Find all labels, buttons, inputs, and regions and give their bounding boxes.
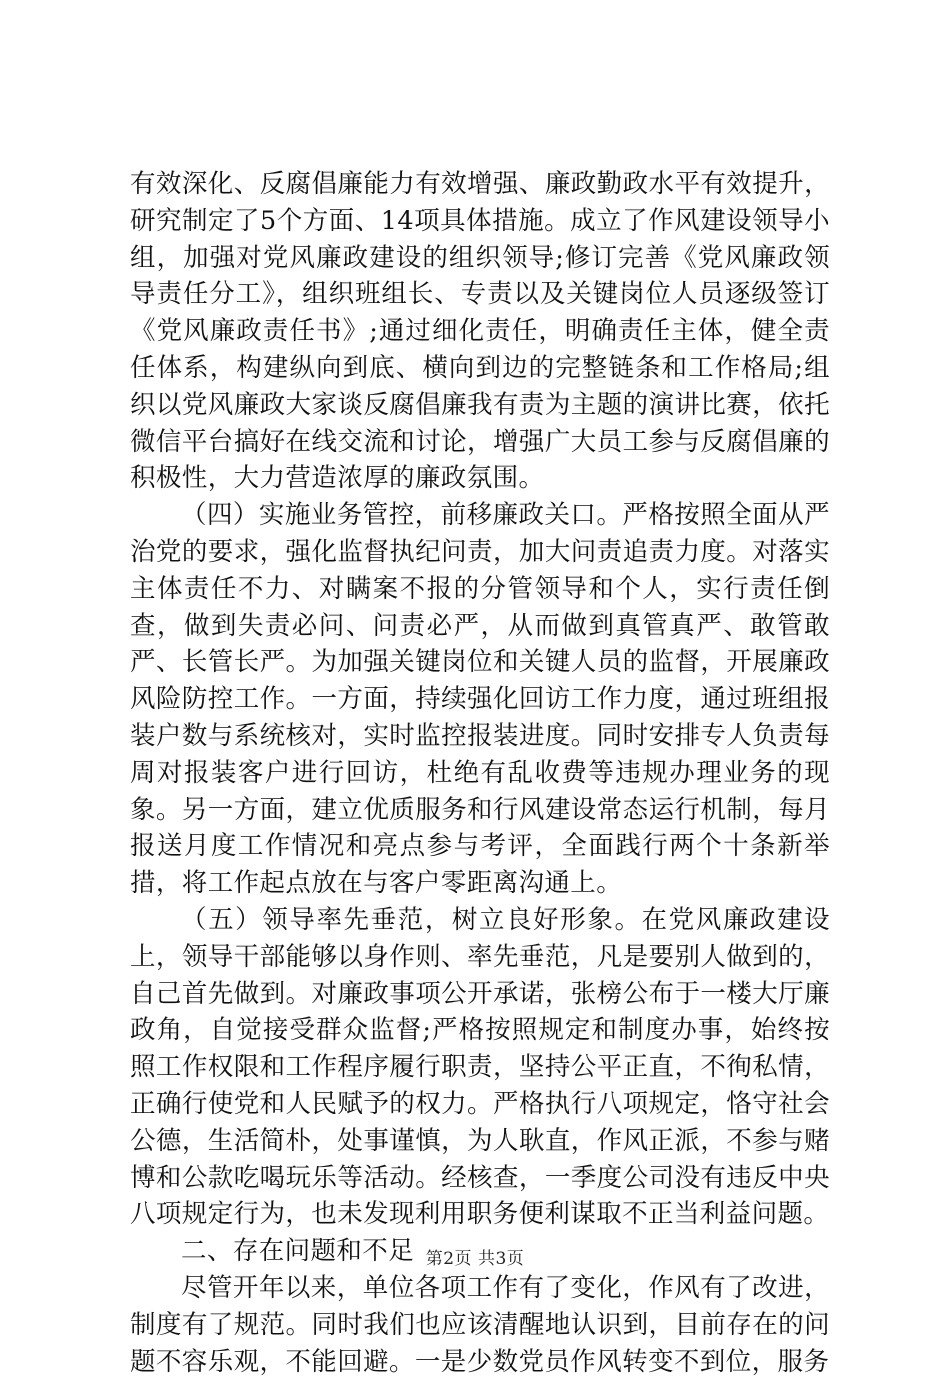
paragraph-leadership-example: （五）领导率先垂范，树立良好形象。在党风廉政建设上，领导干部能够以身作则、率先垂范，凡是要别人做到的，自己首先做到。对廉政事项公开承诺，张榜公布于一楼大厅廉政角，自觉接受群众监督;严格按照规定和制度办事，始终按照工作权限和工作程序履行职责，坚持公平正直，不徇私情，正确行使党和人民赋予的权力。严格执行八项规定，恪守社会公德，生活简朴，处事谨慎，为人耿直，作风正派，不参与赌博和公款吃喝玩乐等活动。经核查，一季度公司没有违反中央八项规定行为，也未发现利用职务便利谋取不正当利益问题。	[130, 904, 830, 1230]
paragraph-problems-intro: 尽管开年以来，单位各项工作有了变化，作风有了改进，制度有了规范。同时我们也应该清醒地认识到，目前存在的问题不容乐观，不能回避。一是少数党员作风转变不到位，服务	[130, 1272, 830, 1377]
paragraph-business-control: （四）实施业务管控，前移廉政关口。严格按照全面从严治党的要求，强化监督执纪问责，加大问责追责力度。对落实主体责任不力、对瞒案不报的分管领导和个人，实行责任倒查，做到失责必问、问责必严，从而做到真管真严、敢管敢严、长管长严。为加强关键岗位和关键人员的监督，开展廉政风险防控工作。一方面，持续强化回访工作力度，通过班组报装户数与系统核对，实时监控报装进度。同时安排专人负责每周对报装客户进行回访，杜绝有乱收费等违规办理业务的现象。另一方面，建立优质服务和行风建设常态运行机制，每月报送月度工作情况和亮点参与考评，全面践行两个十条新举措，将工作起点放在与客户零距离沟通上。	[130, 500, 830, 899]
page-number-footer: 第2页 共3页	[425, 1249, 525, 1269]
document-body	[130, 166, 830, 1380]
paragraph-responsibility-system: 有效深化、反腐倡廉能力有效增强、廉政勤政水平有效提升，研究制定了5个方面、14项具体措施。成立了作风建设领导小组，加强对党风廉政建设的组织领导;修订完善《党风廉政领导责任分工》，组织班组长、专责以及关键岗位人员逐级签订《党风廉政责任书》;通过细化责任，明确责任主体，健全责任体系，构建纵向到底、横向到边的完整链条和工作格局;组织以党风廉政大家谈反腐倡廉我有责为主题的演讲比赛，依托微信平台搞好在线交流和讨论，增强广大员工参与反腐倡廉的积极性，大力营造浓厚的廉政氛围。	[130, 169, 830, 494]
section-heading-problems: 二、存在问题和不足	[181, 1236, 415, 1267]
